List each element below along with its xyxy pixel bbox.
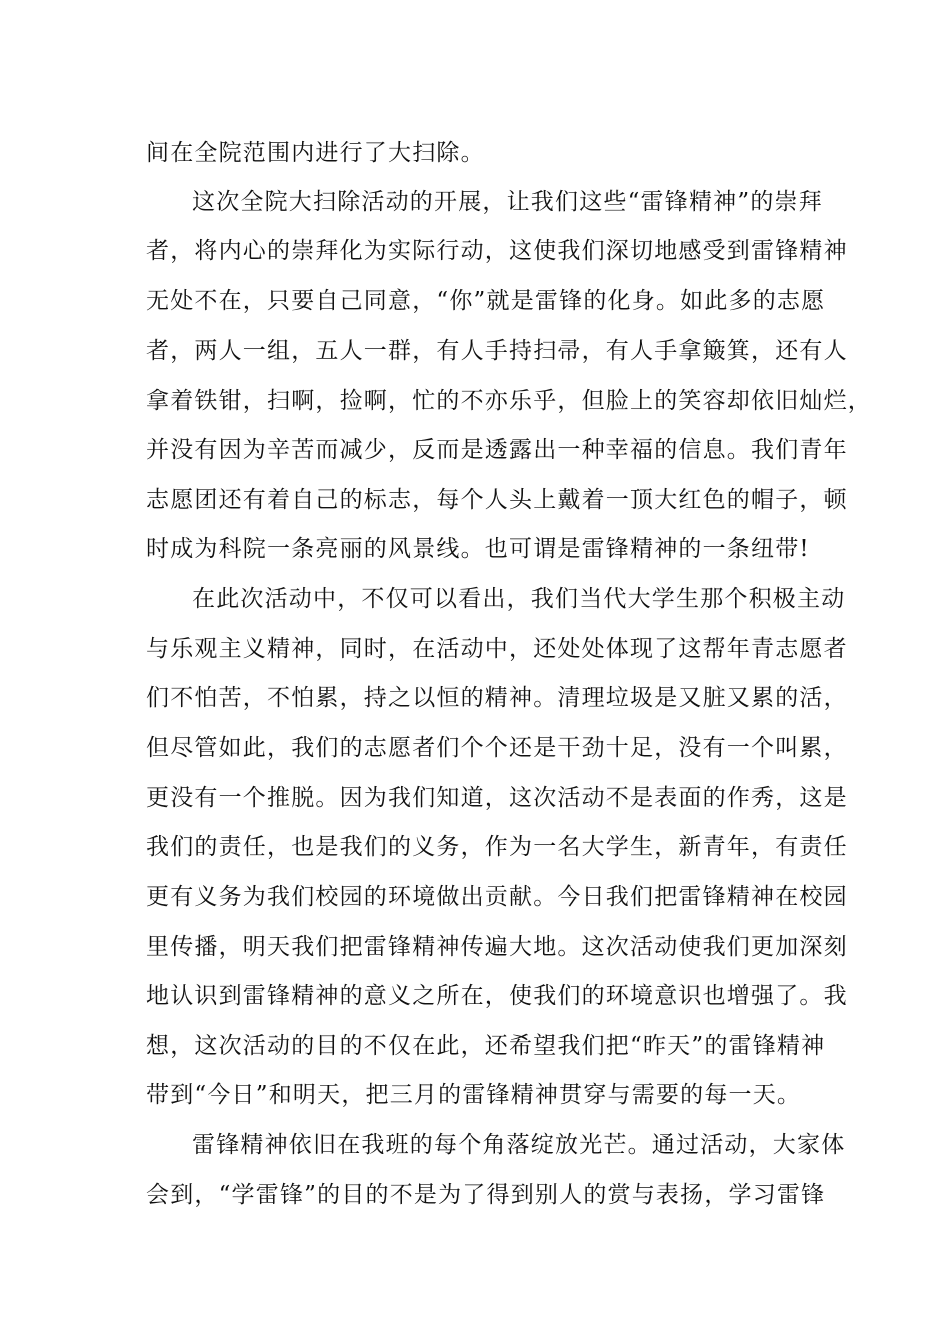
paragraph-line: 更没有一个推脱。因为我们知道，这次活动不是表面的作秀，这是 <box>146 785 848 811</box>
paragraph-line: 拿着铁钳，扫啊，捡啊，忙的不亦乐乎，但脸上的笑容却依旧灿烂， <box>146 388 872 414</box>
paragraph-line: 志愿团还有着自己的标志，每个人头上戴着一顶大红色的帽子，顿 <box>146 487 848 513</box>
paragraph-line: 这次全院大扫除活动的开展，让我们这些“雷锋精神”的崇拜 <box>192 189 823 215</box>
paragraph-line: 带到“今日”和明天，把三月的雷锋精神贯穿与需要的每一天。 <box>146 1082 802 1108</box>
paragraph-line: 想，这次活动的目的不仅在此，还希望我们把“昨天”的雷锋精神 <box>146 1033 826 1059</box>
paragraph-line: 者，两人一组，五人一群，有人手持扫帚，有人手拿簸箕，还有人 <box>146 338 848 364</box>
paragraph-line: 我们的责任，也是我们的义务，作为一名大学生，新青年，有责任 <box>146 834 848 860</box>
paragraph-line: 里传播，明天我们把雷锋精神传遍大地。这次活动使我们更加深刻 <box>146 934 848 960</box>
paragraph-line: 在此次活动中，不仅可以看出，我们当代大学生那个积极主动 <box>192 586 846 612</box>
paragraph-line: 更有义务为我们校园的环境做出贡献。今日我们把雷锋精神在校园 <box>146 884 848 910</box>
paragraph-line: 间在全院范围内进行了大扫除。 <box>146 140 485 166</box>
paragraph-line: 并没有因为辛苦而减少，反而是透露出一种幸福的信息。我们青年 <box>146 437 848 463</box>
paragraph-line: 与乐观主义精神，同时，在活动中，还处处体现了这帮年青志愿者 <box>146 636 848 662</box>
paragraph-line: 雷锋精神依旧在我班的每个角落绽放光芒。通过活动，大家体 <box>192 1132 846 1158</box>
paragraph-line: 无处不在，只要自己同意，“你”就是雷锋的化身。如此多的志愿 <box>146 288 826 314</box>
paragraph-line: 会到，“学雷锋”的目的不是为了得到别人的赏与表扬，学习雷锋 <box>146 1182 826 1208</box>
paragraph-line: 们不怕苦，不怕累，持之以恒的精神。清理垃圾是又脏又累的活， <box>146 685 848 711</box>
paragraph-line: 地认识到雷锋精神的意义之所在，使我们的环境意识也增强了。我 <box>146 983 848 1009</box>
paragraph-line: 但尽管如此，我们的志愿者们个个还是干劲十足，没有一个叫累， <box>146 735 848 761</box>
paragraph-line: 时成为科院一条亮丽的风景线。也可谓是雷锋精神的一条纽带! <box>146 536 810 562</box>
paragraph-line: 者，将内心的崇拜化为实际行动，这使我们深切地感受到雷锋精神 <box>146 238 848 264</box>
